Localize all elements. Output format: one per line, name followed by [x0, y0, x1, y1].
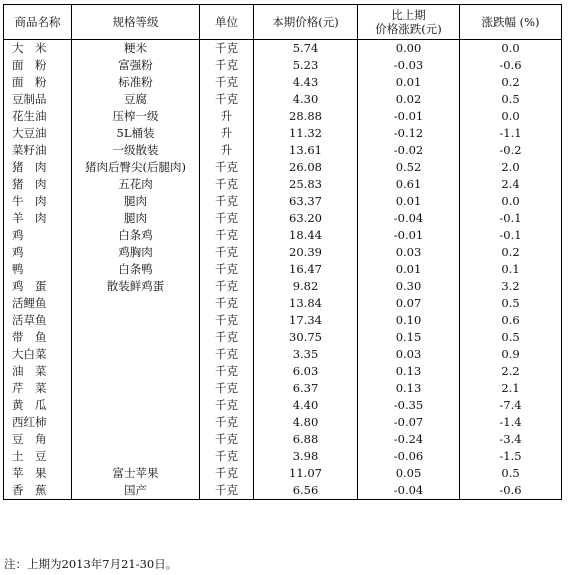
cell-product-name: 猪 肉	[4, 176, 72, 193]
table-row	[4, 482, 562, 500]
footnote: 注：上期为2013年7月21-30日。	[4, 557, 178, 571]
cell-unit: 千克	[200, 210, 254, 227]
table-row	[4, 193, 562, 210]
cell-product-name: 香 蕉	[4, 482, 72, 500]
table-row	[4, 431, 562, 448]
cell-change-percent: -1.5	[460, 448, 562, 465]
cell-unit: 千克	[200, 193, 254, 210]
cell-price-change: 0.15	[358, 329, 460, 346]
cell-spec-grade: 富强粉	[72, 57, 200, 74]
cell-change-percent: 2.1	[460, 380, 562, 397]
cell-spec-grade: 白条鸭	[72, 261, 200, 278]
cell-spec-grade: 国产	[72, 482, 200, 500]
table-row	[4, 227, 562, 244]
table-row	[4, 295, 562, 312]
cell-product-name: 牛 肉	[4, 193, 72, 210]
cell-product-name: 活鲤鱼	[4, 295, 72, 312]
cell-unit: 千克	[200, 74, 254, 91]
cell-unit: 千克	[200, 329, 254, 346]
cell-unit: 千克	[200, 431, 254, 448]
cell-price-change: -0.07	[358, 414, 460, 431]
table-row	[4, 380, 562, 397]
cell-price-change: 0.30	[358, 278, 460, 295]
cell-price-change: 0.00	[358, 40, 460, 58]
cell-spec-grade: 标准粉	[72, 74, 200, 91]
cell-product-name: 菜籽油	[4, 142, 72, 159]
table-row	[4, 329, 562, 346]
cell-current-price: 13.61	[254, 142, 358, 159]
table-row	[4, 312, 562, 329]
cell-unit: 千克	[200, 244, 254, 261]
cell-product-name: 芹 菜	[4, 380, 72, 397]
table-header	[4, 5, 562, 40]
cell-current-price: 4.40	[254, 397, 358, 414]
cell-price-change: -0.01	[358, 227, 460, 244]
table-row	[4, 91, 562, 108]
cell-product-name: 带 鱼	[4, 329, 72, 346]
cell-price-change: 0.01	[358, 261, 460, 278]
cell-unit: 千克	[200, 91, 254, 108]
cell-product-name: 猪 肉	[4, 159, 72, 176]
cell-change-percent: 2.4	[460, 176, 562, 193]
cell-price-change: -0.35	[358, 397, 460, 414]
cell-product-name: 花生油	[4, 108, 72, 125]
cell-current-price: 11.07	[254, 465, 358, 482]
cell-price-change: -0.06	[358, 448, 460, 465]
cell-price-change: -0.04	[358, 210, 460, 227]
table-row	[4, 176, 562, 193]
cell-spec-grade	[72, 448, 200, 465]
cell-change-percent: 2.2	[460, 363, 562, 380]
cell-change-percent: 0.5	[460, 465, 562, 482]
cell-change-percent: 0.2	[460, 74, 562, 91]
cell-change-percent: -1.1	[460, 125, 562, 142]
header-spec-grade: 规格等级	[72, 5, 200, 40]
cell-spec-grade	[72, 312, 200, 329]
cell-current-price: 30.75	[254, 329, 358, 346]
cell-price-change: 0.10	[358, 312, 460, 329]
cell-spec-grade: 粳米	[72, 40, 200, 58]
cell-spec-grade	[72, 380, 200, 397]
table-row	[4, 210, 562, 227]
cell-unit: 千克	[200, 465, 254, 482]
table-row	[4, 465, 562, 482]
header-change-percent: 涨跌幅 (%)	[460, 5, 562, 40]
cell-unit: 千克	[200, 482, 254, 500]
cell-spec-grade: 豆腐	[72, 91, 200, 108]
cell-current-price: 25.83	[254, 176, 358, 193]
cell-unit: 千克	[200, 346, 254, 363]
header-unit: 单位	[200, 5, 254, 40]
table-body	[4, 40, 562, 500]
cell-product-name: 鸡	[4, 244, 72, 261]
cell-current-price: 63.20	[254, 210, 358, 227]
cell-product-name: 黄 瓜	[4, 397, 72, 414]
cell-spec-grade: 散装鲜鸡蛋	[72, 278, 200, 295]
cell-change-percent: 0.0	[460, 40, 562, 58]
table-row	[4, 278, 562, 295]
cell-product-name: 面 粉	[4, 57, 72, 74]
header-price-change-line2: 价格涨跌(元)	[375, 22, 442, 36]
cell-current-price: 63.37	[254, 193, 358, 210]
cell-current-price: 3.35	[254, 346, 358, 363]
cell-product-name: 鸡 蛋	[4, 278, 72, 295]
cell-change-percent: 0.2	[460, 244, 562, 261]
cell-current-price: 5.74	[254, 40, 358, 58]
cell-current-price: 6.03	[254, 363, 358, 380]
table-row	[4, 448, 562, 465]
cell-current-price: 20.39	[254, 244, 358, 261]
cell-product-name: 大白菜	[4, 346, 72, 363]
cell-spec-grade: 腿肉	[72, 210, 200, 227]
cell-change-percent: -0.1	[460, 227, 562, 244]
cell-product-name: 面 粉	[4, 74, 72, 91]
cell-product-name: 土 豆	[4, 448, 72, 465]
cell-spec-grade	[72, 346, 200, 363]
price-table	[3, 4, 562, 500]
table-row	[4, 346, 562, 363]
header-price-change	[358, 5, 460, 40]
cell-product-name: 羊 肉	[4, 210, 72, 227]
cell-spec-grade	[72, 295, 200, 312]
cell-spec-grade: 白条鸡	[72, 227, 200, 244]
cell-spec-grade: 腿肉	[72, 193, 200, 210]
cell-product-name: 活草鱼	[4, 312, 72, 329]
cell-unit: 千克	[200, 312, 254, 329]
cell-spec-grade	[72, 431, 200, 448]
cell-unit: 千克	[200, 363, 254, 380]
cell-change-percent: 0.6	[460, 312, 562, 329]
cell-product-name: 大豆油	[4, 125, 72, 142]
cell-unit: 千克	[200, 261, 254, 278]
header-price-change-line1: 比上期	[391, 8, 426, 22]
cell-unit: 千克	[200, 57, 254, 74]
cell-change-percent: 0.0	[460, 193, 562, 210]
header-product-name: 商品名称	[4, 5, 72, 40]
cell-spec-grade	[72, 414, 200, 431]
cell-price-change: 0.07	[358, 295, 460, 312]
table-row	[4, 108, 562, 125]
cell-unit: 千克	[200, 40, 254, 58]
table-row	[4, 159, 562, 176]
cell-product-name: 豆 角	[4, 431, 72, 448]
cell-spec-grade: 鸡胸肉	[72, 244, 200, 261]
cell-price-change: 0.02	[358, 91, 460, 108]
table-row	[4, 40, 562, 58]
cell-price-change: -0.04	[358, 482, 460, 500]
cell-current-price: 3.98	[254, 448, 358, 465]
cell-current-price: 4.43	[254, 74, 358, 91]
cell-price-change: -0.12	[358, 125, 460, 142]
cell-price-change: 0.03	[358, 346, 460, 363]
cell-price-change: -0.01	[358, 108, 460, 125]
cell-spec-grade: 五花肉	[72, 176, 200, 193]
cell-change-percent: 2.0	[460, 159, 562, 176]
cell-spec-grade: 5L桶装	[72, 125, 200, 142]
table-row	[4, 125, 562, 142]
header-row	[4, 5, 562, 40]
cell-unit: 升	[200, 142, 254, 159]
cell-unit: 千克	[200, 176, 254, 193]
cell-current-price: 5.23	[254, 57, 358, 74]
table-row	[4, 414, 562, 431]
cell-price-change: -0.24	[358, 431, 460, 448]
cell-price-change: 0.13	[358, 363, 460, 380]
cell-price-change: 0.52	[358, 159, 460, 176]
cell-price-change: 0.01	[358, 193, 460, 210]
cell-current-price: 13.84	[254, 295, 358, 312]
cell-spec-grade: 猪肉后臀尖(后腿肉)	[72, 159, 200, 176]
cell-price-change: 0.01	[358, 74, 460, 91]
cell-unit: 千克	[200, 414, 254, 431]
cell-unit: 千克	[200, 278, 254, 295]
cell-current-price: 17.34	[254, 312, 358, 329]
cell-change-percent: 0.9	[460, 346, 562, 363]
cell-product-name: 豆制品	[4, 91, 72, 108]
cell-unit: 千克	[200, 448, 254, 465]
cell-unit: 千克	[200, 159, 254, 176]
cell-change-percent: -0.2	[460, 142, 562, 159]
table-row	[4, 57, 562, 74]
cell-current-price: 16.47	[254, 261, 358, 278]
cell-price-change: 0.05	[358, 465, 460, 482]
cell-change-percent: -7.4	[460, 397, 562, 414]
cell-product-name: 鸭	[4, 261, 72, 278]
cell-current-price: 4.80	[254, 414, 358, 431]
cell-unit: 千克	[200, 227, 254, 244]
cell-price-change: 0.03	[358, 244, 460, 261]
cell-change-percent: -0.6	[460, 482, 562, 500]
cell-price-change: 0.61	[358, 176, 460, 193]
cell-unit: 升	[200, 125, 254, 142]
cell-price-change: -0.02	[358, 142, 460, 159]
cell-change-percent: 0.0	[460, 108, 562, 125]
table-row	[4, 74, 562, 91]
header-current-price: 本期价格(元)	[254, 5, 358, 40]
cell-spec-grade	[72, 363, 200, 380]
cell-change-percent: 0.1	[460, 261, 562, 278]
cell-change-percent: -0.1	[460, 210, 562, 227]
cell-spec-grade: 压榨一级	[72, 108, 200, 125]
cell-spec-grade: 一级散装	[72, 142, 200, 159]
cell-current-price: 6.56	[254, 482, 358, 500]
cell-change-percent: -1.4	[460, 414, 562, 431]
cell-unit: 升	[200, 108, 254, 125]
cell-spec-grade	[72, 397, 200, 414]
cell-current-price: 6.88	[254, 431, 358, 448]
cell-change-percent: -3.4	[460, 431, 562, 448]
cell-unit: 千克	[200, 397, 254, 414]
cell-spec-grade: 富士苹果	[72, 465, 200, 482]
table-row	[4, 261, 562, 278]
cell-current-price: 11.32	[254, 125, 358, 142]
cell-unit: 千克	[200, 380, 254, 397]
table-row	[4, 363, 562, 380]
cell-change-percent: -0.6	[460, 57, 562, 74]
cell-current-price: 6.37	[254, 380, 358, 397]
cell-change-percent: 0.5	[460, 295, 562, 312]
cell-change-percent: 0.5	[460, 329, 562, 346]
cell-product-name: 油 菜	[4, 363, 72, 380]
cell-current-price: 18.44	[254, 227, 358, 244]
cell-price-change: 0.13	[358, 380, 460, 397]
cell-product-name: 苹 果	[4, 465, 72, 482]
cell-current-price: 4.30	[254, 91, 358, 108]
cell-change-percent: 3.2	[460, 278, 562, 295]
table-row	[4, 397, 562, 414]
cell-product-name: 鸡	[4, 227, 72, 244]
cell-current-price: 26.08	[254, 159, 358, 176]
cell-unit: 千克	[200, 295, 254, 312]
cell-spec-grade	[72, 329, 200, 346]
cell-current-price: 9.82	[254, 278, 358, 295]
cell-product-name: 西红柿	[4, 414, 72, 431]
table-row	[4, 142, 562, 159]
cell-current-price: 28.88	[254, 108, 358, 125]
table-row	[4, 244, 562, 261]
cell-product-name: 大 米	[4, 40, 72, 58]
cell-price-change: -0.03	[358, 57, 460, 74]
cell-change-percent: 0.5	[460, 91, 562, 108]
